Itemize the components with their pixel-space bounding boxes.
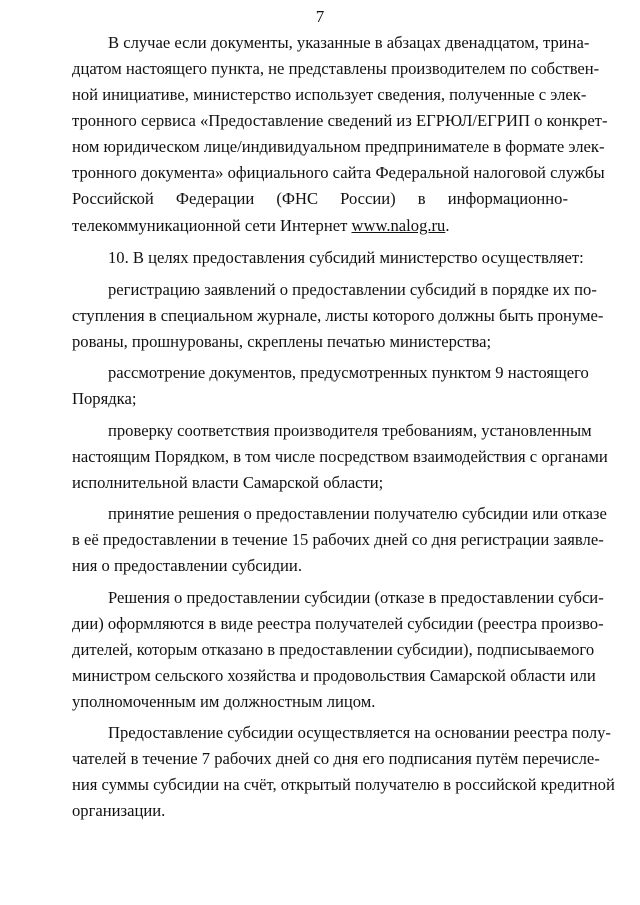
text-line: ния суммы субсидии на счёт, открытый получателю в российской кредитной xyxy=(72,775,615,794)
text-line: ступления в специальном журнале, листы которого должны быть пронуме- xyxy=(72,306,604,325)
page-number: 7 xyxy=(315,7,325,26)
text-line: Решения о предоставлении субсидии (отказе в предоставлении субси- xyxy=(108,588,604,607)
text-line: дии) оформляются в виде реестра получателей субсидии (реестра произво- xyxy=(72,614,604,633)
text-line: организации. xyxy=(72,801,166,820)
text-line: Предоставление субсидии осуществляется на основании реестра полу- xyxy=(108,723,611,742)
text-line: ном юридическом лице/индивидуальном предпринимателе в формате элек- xyxy=(72,137,605,156)
text-line: рассмотрение документов, предусмотренных пунктом 9 настоящего xyxy=(108,363,589,382)
text-line: настоящим Порядком, в том числе посредством взаимодействия с органами xyxy=(72,447,608,466)
text-line: рованы, прошнурованы, скреплены печатью министерства; xyxy=(72,332,492,351)
text-line: проверку соответствия производителя требованиям, установленным xyxy=(108,421,592,440)
text-line: регистрацию заявлений о предоставлении субсидий в порядке их по- xyxy=(108,280,597,299)
text-line: исполнительной власти Самарской области; xyxy=(72,473,384,492)
text-line: Порядка; xyxy=(72,389,137,408)
text-line: в её предоставлении в течение 15 рабочих дней со дня регистрации заявле- xyxy=(72,530,604,549)
text-line: принятие решения о предоставлении получателю субсидии или отказе xyxy=(108,504,607,523)
text-line: тронного документа» официального сайта Федеральной налоговой службы xyxy=(72,163,605,182)
text-line: чателей в течение 7 рабочих дней со дня его подписания путём перечисле- xyxy=(72,749,600,768)
text-line: дцатом настоящего пункта, не представлены производителем по собствен- xyxy=(72,59,600,78)
text-line: телекоммуникационной сети Интернет www.nalog.ru. xyxy=(72,216,450,235)
text-line: В случае если документы, указанные в абзацах двенадцатом, трина- xyxy=(108,33,590,52)
text-line: министром сельского хозяйства и продовольствия Самарской области или xyxy=(72,666,596,685)
website-link[interactable]: www.nalog.ru xyxy=(351,216,446,235)
text-line: 10. В целях предоставления субсидий министерство осуществляет: xyxy=(108,248,584,267)
text-line: уполномоченным им должностным лицом. xyxy=(72,692,376,711)
text-line: ной инициативе, министерство использует сведения, полученные с элек- xyxy=(72,85,587,104)
text-line: дителей, которым отказано в предоставлении субсидии), подписываемого xyxy=(72,640,595,659)
text-line: тронного сервиса «Предоставление сведений из ЕГРЮЛ/ЕГРИП о конкрет- xyxy=(72,111,608,130)
text-line: Российской Федерации (ФНС России) в информационно- xyxy=(72,189,568,208)
text-line: ния о предоставлении субсидии. xyxy=(72,556,302,575)
